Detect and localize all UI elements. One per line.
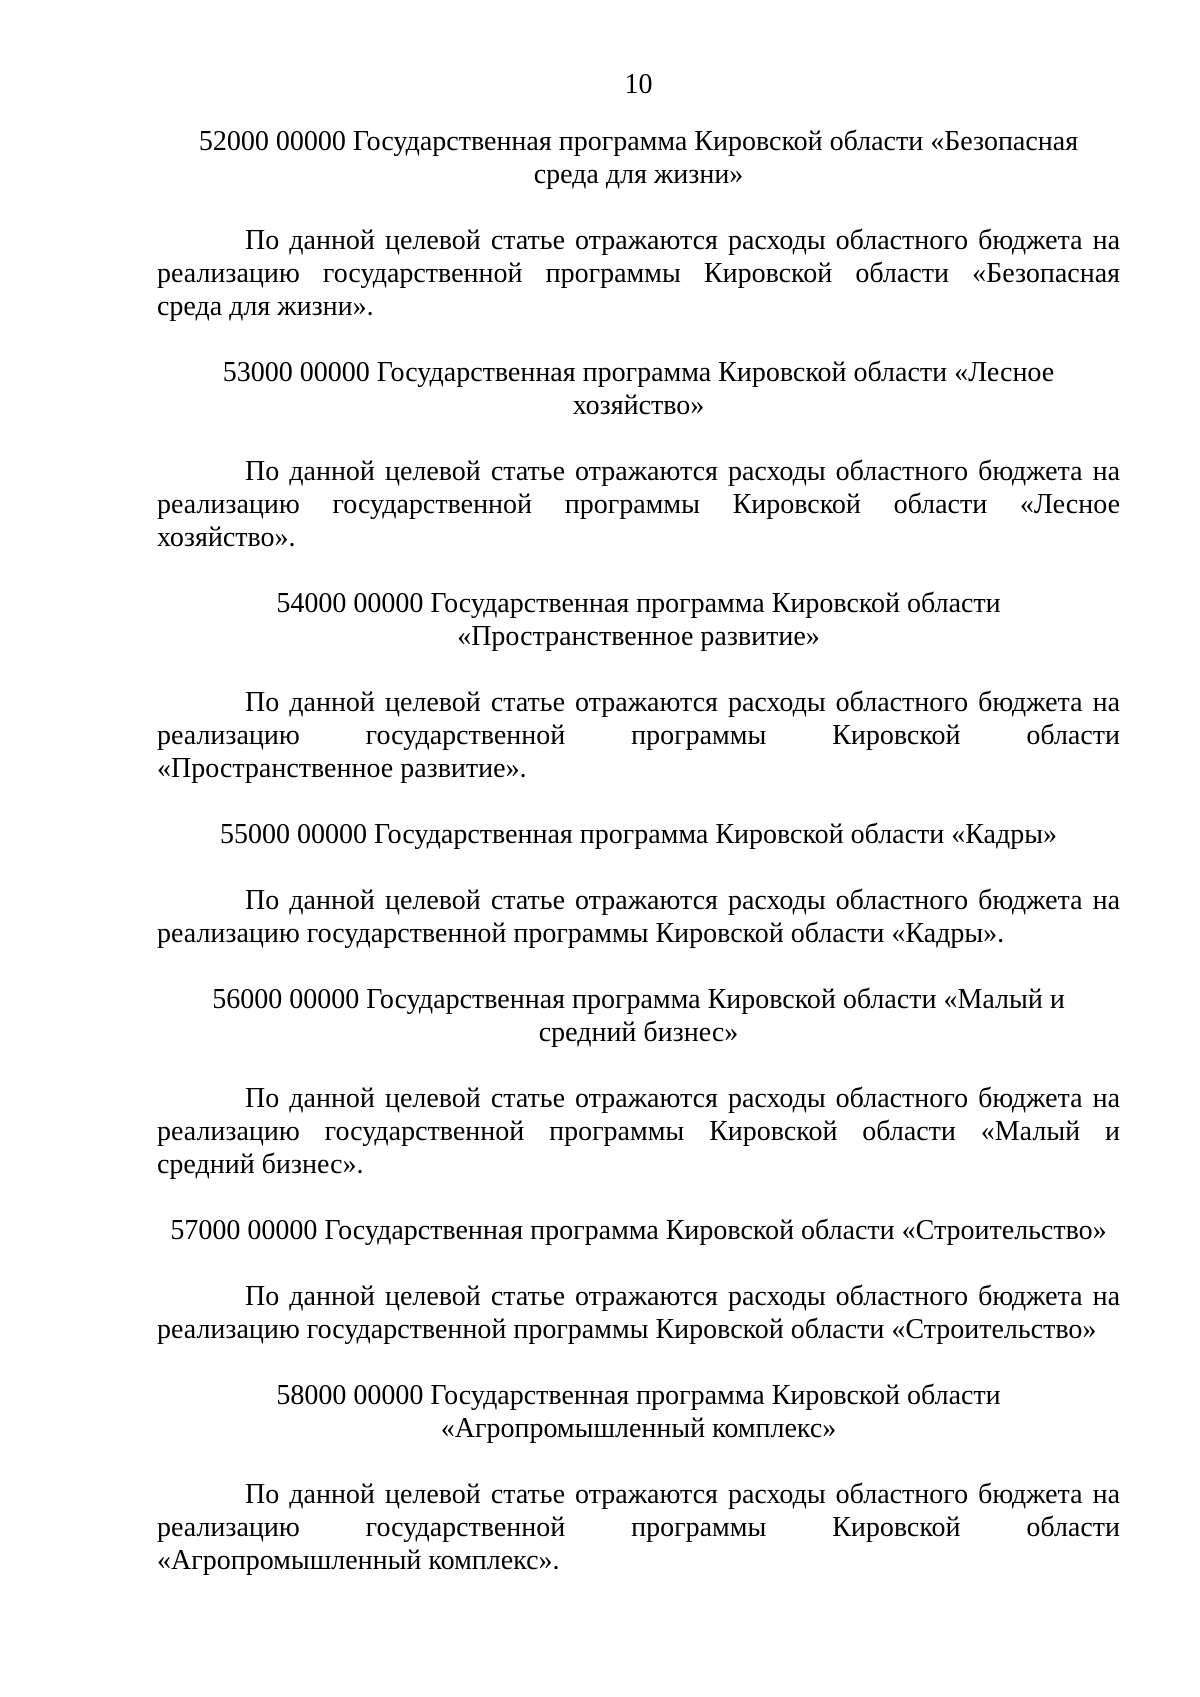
- heading-line: хозяйство»: [572, 390, 705, 421]
- section-paragraph: [157, 224, 1120, 323]
- paragraph-line: По данной целевой статье отражаются расходы областного бюджета на: [245, 687, 1120, 718]
- program-section: [157, 1214, 1120, 1346]
- section-paragraph: [157, 1478, 1120, 1577]
- paragraph-line: среда для жизни».: [157, 291, 374, 322]
- paragraph-line: По данной целевой статье отражаются расходы областного бюджета на: [245, 456, 1120, 487]
- heading-line: 58000 00000 Государственная программа Кировской области: [276, 1380, 1001, 1411]
- section-paragraph: [157, 455, 1120, 554]
- paragraph-line: реализацию государственной программы Кировской области: [157, 720, 1120, 751]
- section-paragraph: [157, 686, 1120, 785]
- heading-line: 57000 00000 Государственная программа Кировской области «Строительство»: [170, 1215, 1107, 1246]
- paragraph-line: «Агропромышленный комплекс».: [157, 1545, 560, 1576]
- section-heading: [157, 1214, 1120, 1247]
- program-section: [157, 1379, 1120, 1577]
- paragraph-line: средний бизнес».: [157, 1149, 364, 1180]
- heading-line: «Пространственное развитие»: [457, 621, 820, 652]
- paragraph-line: реализацию государственной программы Кировской области «Безопасная: [157, 258, 1120, 289]
- section-heading: [157, 125, 1120, 191]
- section-heading: [157, 587, 1120, 653]
- section-heading: [157, 1379, 1120, 1445]
- section-heading: [157, 818, 1120, 851]
- paragraph-line: реализацию государственной программы Кировской области: [157, 1512, 1120, 1543]
- heading-line: 53000 00000 Государственная программа Кировской области «Лесное: [222, 357, 1055, 388]
- paragraph-line: хозяйство».: [157, 522, 296, 553]
- program-section: [157, 818, 1120, 950]
- heading-line: 55000 00000 Государственная программа Кировской области «Кадры»: [219, 819, 1058, 850]
- program-section: [157, 125, 1120, 323]
- paragraph-line: По данной целевой статье отражаются расходы областного бюджета на: [245, 1479, 1120, 1510]
- heading-line: 52000 00000 Государственная программа Кировской области «Безопасная: [198, 126, 1079, 157]
- heading-line: «Агропромышленный комплекс»: [440, 1413, 837, 1444]
- section-heading: [157, 983, 1120, 1049]
- paragraph-line: реализацию государственной программы Кировской области «Лесное: [157, 489, 1120, 520]
- paragraph-line: реализацию государственной программы Кировской области «Кадры».: [157, 918, 1005, 949]
- paragraph-line: По данной целевой статье отражаются расходы областного бюджета на: [245, 1083, 1120, 1114]
- heading-line: 56000 00000 Государственная программа Кировской области «Малый и: [212, 984, 1065, 1015]
- heading-line: средний бизнес»: [538, 1017, 739, 1048]
- paragraph-line: «Пространственное развитие».: [157, 753, 527, 784]
- section-paragraph: [157, 1082, 1120, 1181]
- heading-line: среда для жизни»: [533, 159, 744, 190]
- document-body: [157, 125, 1120, 1577]
- paragraph-line: По данной целевой статье отражаются расходы областного бюджета на: [245, 1281, 1120, 1312]
- section-paragraph: [157, 1280, 1120, 1346]
- paragraph-line: По данной целевой статье отражаются расходы областного бюджета на: [245, 225, 1120, 256]
- paragraph-line: реализацию государственной программы Кировской области «Малый и: [157, 1116, 1120, 1147]
- paragraph-line: реализацию государственной программы Кировской области «Строительство»: [157, 1314, 1097, 1345]
- program-section: [157, 587, 1120, 785]
- page-number: 10: [624, 69, 653, 100]
- paragraph-line: По данной целевой статье отражаются расходы областного бюджета на: [245, 885, 1120, 916]
- program-section: [157, 356, 1120, 554]
- program-section: [157, 983, 1120, 1181]
- section-heading: [157, 356, 1120, 422]
- heading-line: 54000 00000 Государственная программа Кировской области: [276, 588, 1001, 619]
- section-paragraph: [157, 884, 1120, 950]
